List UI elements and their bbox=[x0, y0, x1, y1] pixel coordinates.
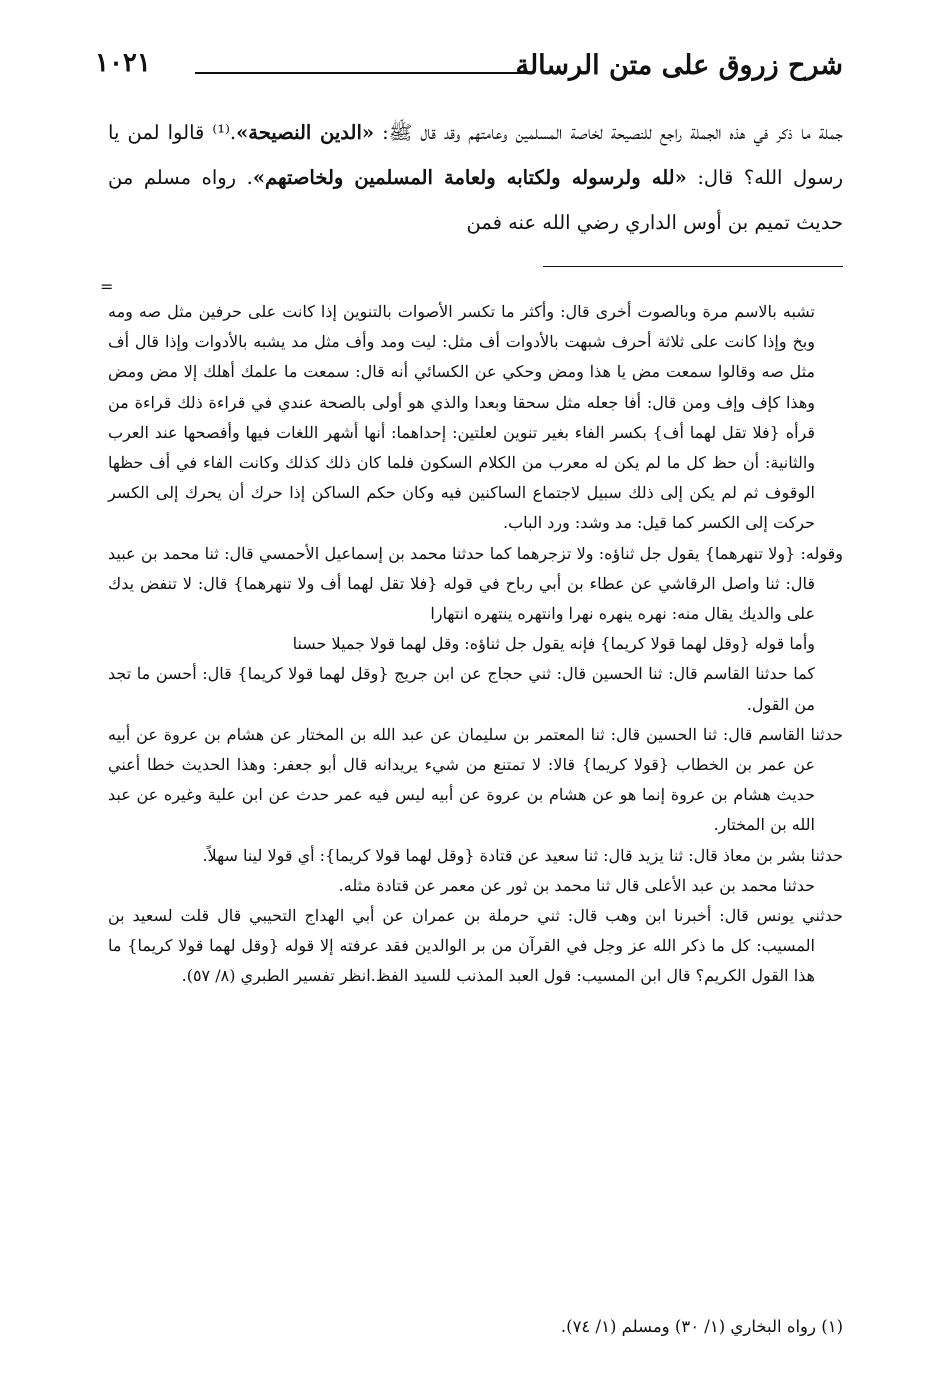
header-rule bbox=[195, 72, 533, 74]
main-paragraph bbox=[108, 110, 843, 245]
book-title: شرح زروق على متن الرسالة bbox=[515, 50, 843, 81]
hadith-quote-1: «الدين النصيحة» bbox=[236, 121, 375, 144]
hadith-quote-2: «لله ولرسوله ولكتابه ولعامة المسلمين ولخاصتهم» bbox=[252, 166, 687, 189]
main-text bbox=[108, 110, 843, 245]
footnote-separator bbox=[543, 266, 843, 267]
page-number: ١٠٢١ bbox=[95, 48, 151, 78]
main-text-part-3: . رواه مسلم من حديث تميم بن أوس الداري رضي الله عنه فمن bbox=[108, 166, 843, 234]
footnote-paragraph: وأما قوله {وقل لهما قولا كريما} فإنه يقول جل ثناؤه: وقل لهما قولا جميلا حسنا bbox=[292, 634, 815, 654]
footnote-paragraph: تشبه بالاسم مرة وبالصوت أخرى قال: وأكثر ما تكسر الأصوات بالتنوين إذا كانت على حرفين مثل صه ومه وبخ وإذا كانت على ثلاثة أحرف شبهت بالأدوات أف مثل: ليت ومد وأف مثل مد يشبه بالأدوات وإذا قال أف مثل صه وقالوا سمعت مض يا هذا ومض وحكي عن الكسائي أنه قال: سمعت ما علمك أهلك إلا مض ومض وهذا كإف وإف ومن قال: أفا جعله مثل سحقا وبعدا والذي هو أولى بالصحة عندي في قراءة ذلك قراءة من قرأه {فلا تقل لهما أف} بكسر الفاء بغير تنوين لعلتين: إحداهما: أنها أشهر اللغات فيها وأفصحها عند العرب والثانية: أن حظ كل ما لم يكن له معرب من الكلام السكون فلما كان ذلك كذلك وكانت الفاء في أف حظها الوقوف ثم لم يكن إلى ذلك سبيل لاجتماع الساكنين فيه وكان حكم الساكن إذا حرك أن يحرك إلى الكسر حركت إلى الكسر كما قيل: مد وشد: ورد الباب. bbox=[108, 302, 816, 533]
footnote-paragraph: حدثنا بشر بن معاذ قال: ثنا يزيد قال: ثنا سعيد عن قتادة {وقل لهما قولا كريما}: أي قولا لينا سهلاً. bbox=[202, 845, 843, 865]
footnote-paragraph: كما حدثنا القاسم قال: ثنا الحسين قال: ثني حجاج عن ابن جريج {وقل لهما قولا كريما} قال: أحسن ما تجد من القول. bbox=[108, 664, 815, 714]
main-text-part-1: جملة ما ذكر في هذه الجملة راجع للنصيحة لخاصة المسلمين وعامتهم وقد قال ﷺ: bbox=[374, 121, 843, 144]
footnotes-block bbox=[108, 297, 843, 992]
footnote-paragraph: حدثنا القاسم قال: ثنا الحسين قال: ثنا المعتمر بن سليمان عن عبد الله بن المختار عن هشام بن عروة عن أبيه عن عمر بن الخطاب {قولا كريما} قالا: لا تمتنع من شيء يريدانه قال أبو جعفر: وهذا الحديث خطا أعني حديث هشام بن عروة إنما هو عن هشام بن عروة عن أبيه ليس فيه عمر حدث عن ابن علية وغيره عن عبد الله بن المختار. bbox=[108, 724, 843, 835]
page-header bbox=[95, 42, 843, 98]
main-text-part-2: .⁽¹⁾ قالوا لمن يا رسول الله؟ قال: bbox=[108, 121, 843, 189]
continuation-mark: = bbox=[100, 277, 114, 296]
footnote-paragraph: وقوله: {ولا تنهرهما} يقول جل ثناؤه: ولا تزجرهما كما حدثنا محمد بن إسماعيل الأحمسي قال: ثنا محمد بن عبيد قال: ثنا واصل الرقاشي عن عطاء بن أبي رباح في قوله {فلا تقل لهما أف ولا تنهرهما} قال: لا تنفض يدك على والديك يقال منه: نهره ينهره نهرا وانتهره ينتهره انتهارا bbox=[108, 543, 843, 624]
footnote-1: (١) رواه البخاري (١/ ٣٠) ومسلم (١/ ٧٤). bbox=[560, 1317, 843, 1336]
footnote-paragraph: حدثنا محمد بن عبد الأعلى قال ثنا محمد بن ثور عن معمر عن قتادة مثله. bbox=[338, 875, 815, 895]
footnote-paragraph: حدثني يونس قال: أخبرنا ابن وهب قال: ثني حرملة بن عمران عن أبي الهداج التحيبي قال قلت لسعيد بن المسيب: كل ما ذكر الله عز وجل في القرآن من بر الوالدين فقد عرفته إلا قوله {وقل لهما قولا كريما} ما هذا القول الكريم؟ قال ابن المسيب: قول العبد المذنب للسيد الفظ.انظر تفسير الطبري (٨/ ٥٧). bbox=[108, 906, 843, 986]
